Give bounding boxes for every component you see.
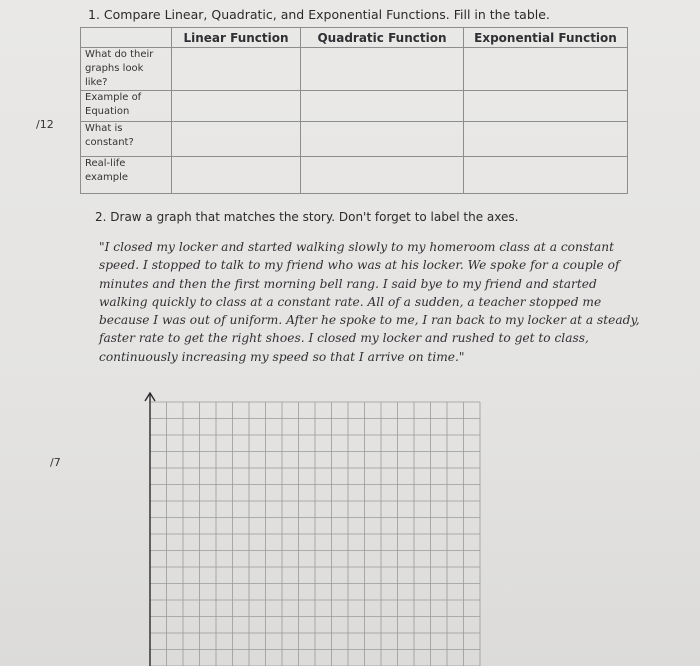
answer-cell[interactable] [464,48,628,91]
table-header-row [81,28,628,48]
column-header-quadratic: Quadratic Function [301,28,464,48]
answer-cell[interactable] [301,157,464,194]
row-label-equation: Example of Equation [81,91,172,122]
question-1-title: 1. Compare Linear, Quadratic, and Exponential Functions. Fill in the table. [88,7,550,22]
question-2-score: /7 [50,456,61,469]
comparison-table [80,27,628,194]
table-row [81,122,628,157]
graph-grid-svg[interactable] [138,392,488,666]
column-header-linear: Linear Function [172,28,301,48]
table-row [81,48,628,91]
answer-cell[interactable] [172,91,301,122]
story-paragraph: "I closed my locker and started walking slowly to my homeroom class at a constant speed. I stopped to talk to my friend who was at his locker. We spoke for a couple of minutes and then the first morning bell rang. I said bye to my friend and started walking quickly to class at a constant rate. All of a sudden, a teacher stopped me because I was out of uniform. After he spoke to me, I ran back to my locker at a steady, faster rate to get the right shoes. I closed my locker and rushed to get to class, continuously increasing my speed so that I arrive on time." [99,240,640,364]
answer-cell[interactable] [301,122,464,157]
blank-graph-grid[interactable] [138,392,488,666]
row-label-real-life: Real-life example [81,157,172,194]
question-1-score: /12 [36,118,54,131]
table-row [81,91,628,122]
answer-cell[interactable] [172,48,301,91]
answer-cell[interactable] [464,122,628,157]
answer-cell[interactable] [464,91,628,122]
answer-cell[interactable] [464,157,628,194]
answer-cell[interactable] [301,48,464,91]
question-2-title: 2. Draw a graph that matches the story. Don't forget to label the axes. [95,210,519,224]
answer-cell[interactable] [301,91,464,122]
table-row [81,157,628,194]
table-corner-cell [81,28,172,48]
answer-cell[interactable] [172,157,301,194]
row-label-graphs: What do their graphs look like? [81,48,172,91]
column-header-exponential: Exponential Function [464,28,628,48]
row-label-constant: What is constant? [81,122,172,157]
answer-cell[interactable] [172,122,301,157]
